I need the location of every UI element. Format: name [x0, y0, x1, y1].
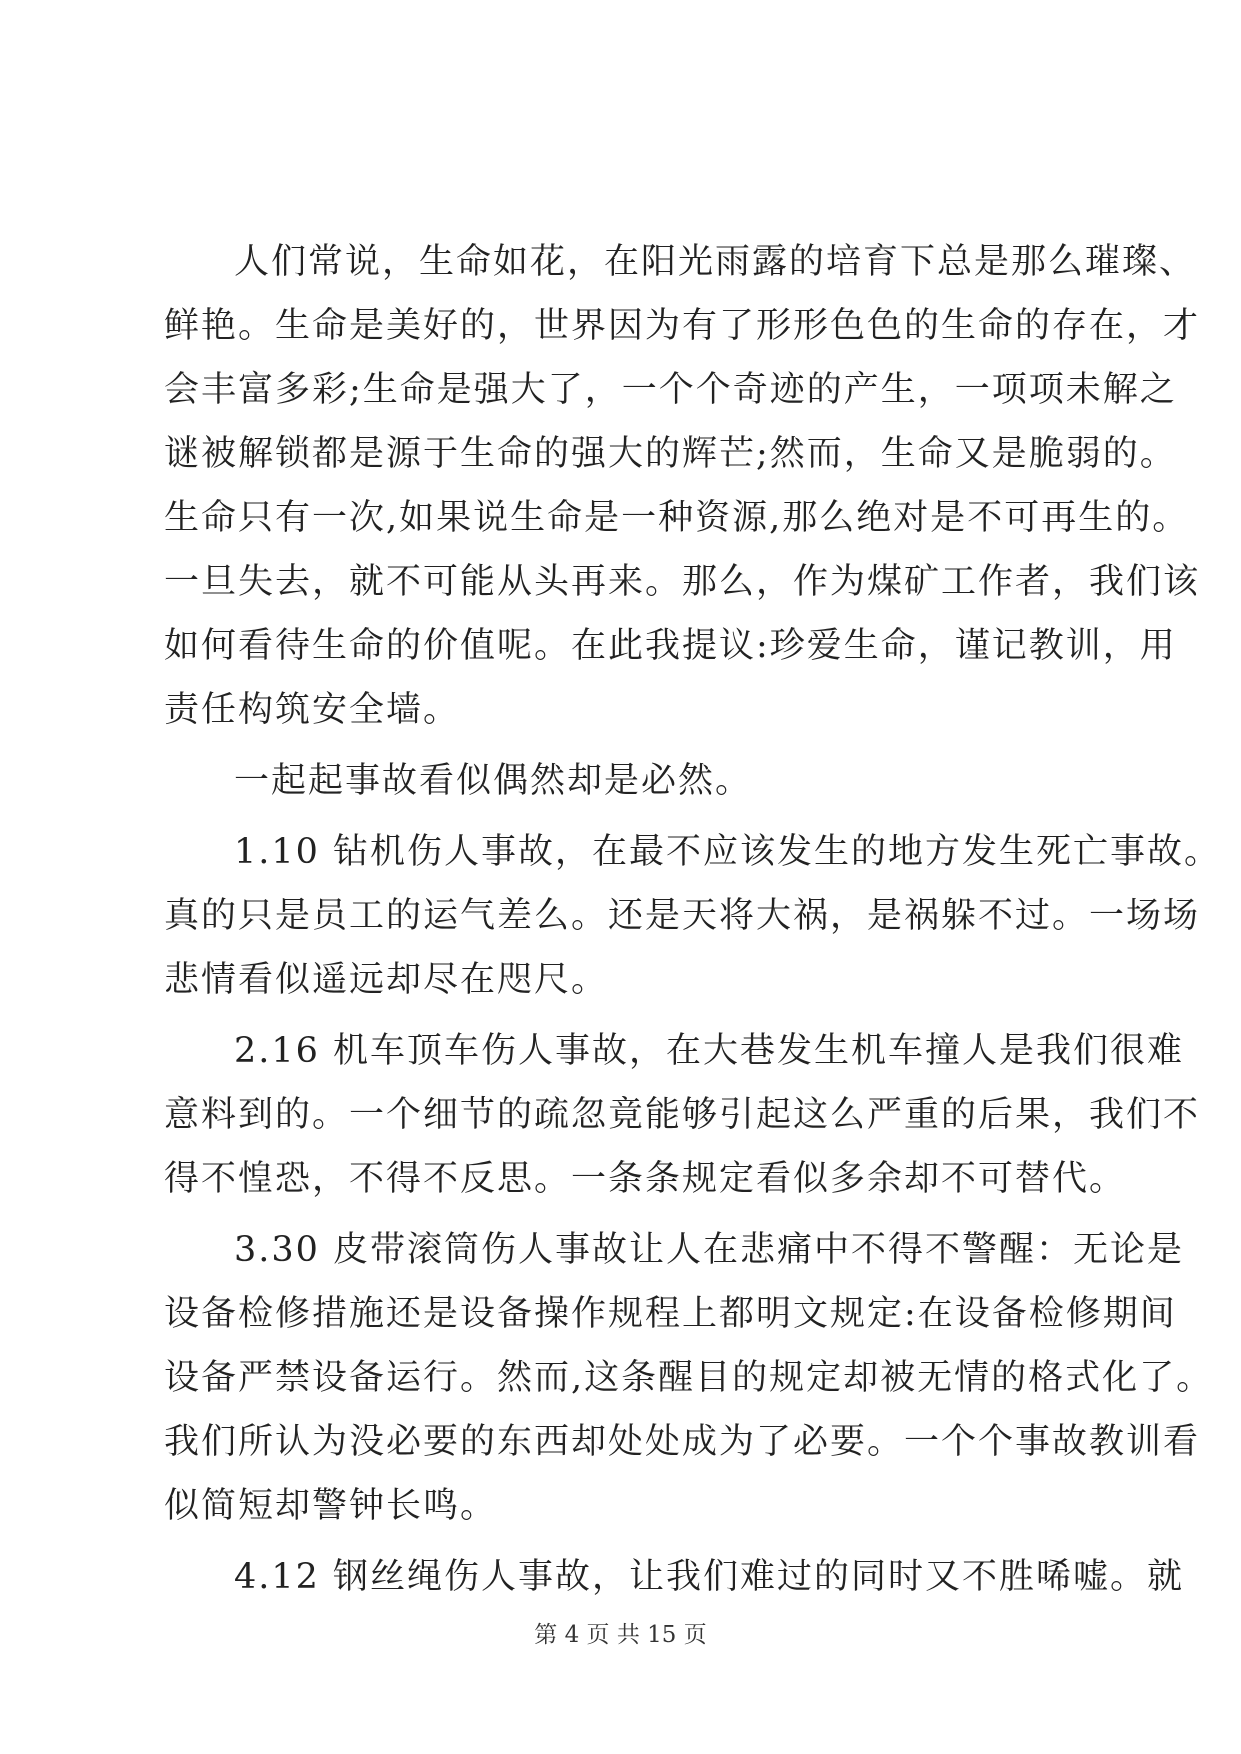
- page-number-footer: 第 4 页 共 15 页: [534, 1622, 707, 1648]
- paragraph: [164, 749, 1084, 813]
- text-line: 一旦失去，就不可能从头再来。那么，作为煤矿工作者，我们该: [164, 562, 1201, 602]
- text-line: 鲜艳。生命是美好的，世界因为有了形形色色的生命的存在，才: [164, 306, 1201, 346]
- paragraph: [164, 820, 1222, 1012]
- text-line: 意料到的。一个细节的疏忽竟能够引起这么严重的后果，我们不: [164, 1095, 1201, 1135]
- text-line: 人们常说，生命如花，在阳光雨露的培育下总是那么璀璨、: [234, 242, 1197, 282]
- text-line: 悲情看似遥远却尽在咫尺。: [164, 960, 609, 1000]
- paragraph: [164, 230, 1201, 742]
- text-line: 我们所认为没必要的东西却处处成为了必要。一个个事故教训看: [164, 1422, 1201, 1462]
- text-line: 生命只有一次,如果说生命是一种资源,那么绝对是不可再生的。: [164, 498, 1190, 538]
- text-line: 得不惶恐，不得不反思。一条条规定看似多余却不可替代。: [164, 1159, 1127, 1199]
- text-line: 设备检修措施还是设备操作规程上都明文规定:在设备检修期间: [164, 1294, 1177, 1334]
- text-line: 一起起事故看似偶然却是必然。: [234, 761, 753, 801]
- text-line: 会丰富多彩;生命是强大了，一个个奇迹的产生，一项项未解之: [164, 370, 1177, 410]
- text-line: 1.10 钻机伤人事故，在最不应该发生的地方发生死亡事故。: [234, 832, 1222, 872]
- text-line: 谜被解锁都是源于生命的强大的辉芒;然而，生命又是脆弱的。: [164, 434, 1177, 474]
- paragraph: [164, 1019, 1201, 1211]
- text-line: 似简短却警钟长鸣。: [164, 1486, 498, 1526]
- document-body: [164, 230, 1222, 1609]
- text-line: 4.12 钢丝绳伤人事故，让我们难过的同时又不胜唏嘘。就: [234, 1557, 1185, 1597]
- paragraph: [164, 1545, 1185, 1609]
- text-line: 设备严禁设备运行。然而,这条醒目的规定却被无情的格式化了。: [164, 1358, 1214, 1398]
- paragraph: [164, 1218, 1214, 1538]
- text-line: 如何看待生命的价值呢。在此我提议:珍爱生命，谨记教训，用: [164, 626, 1177, 666]
- text-line: 2.16 机车顶车伤人事故，在大巷发生机车撞人是我们很难: [234, 1031, 1185, 1071]
- text-line: 责任构筑安全墙。: [164, 690, 461, 730]
- text-line: 3.30 皮带滚筒伤人事故让人在悲痛中不得不警醒：无论是: [234, 1230, 1185, 1270]
- text-line: 真的只是员工的运气差么。还是天将大祸，是祸躲不过。一场场: [164, 896, 1201, 936]
